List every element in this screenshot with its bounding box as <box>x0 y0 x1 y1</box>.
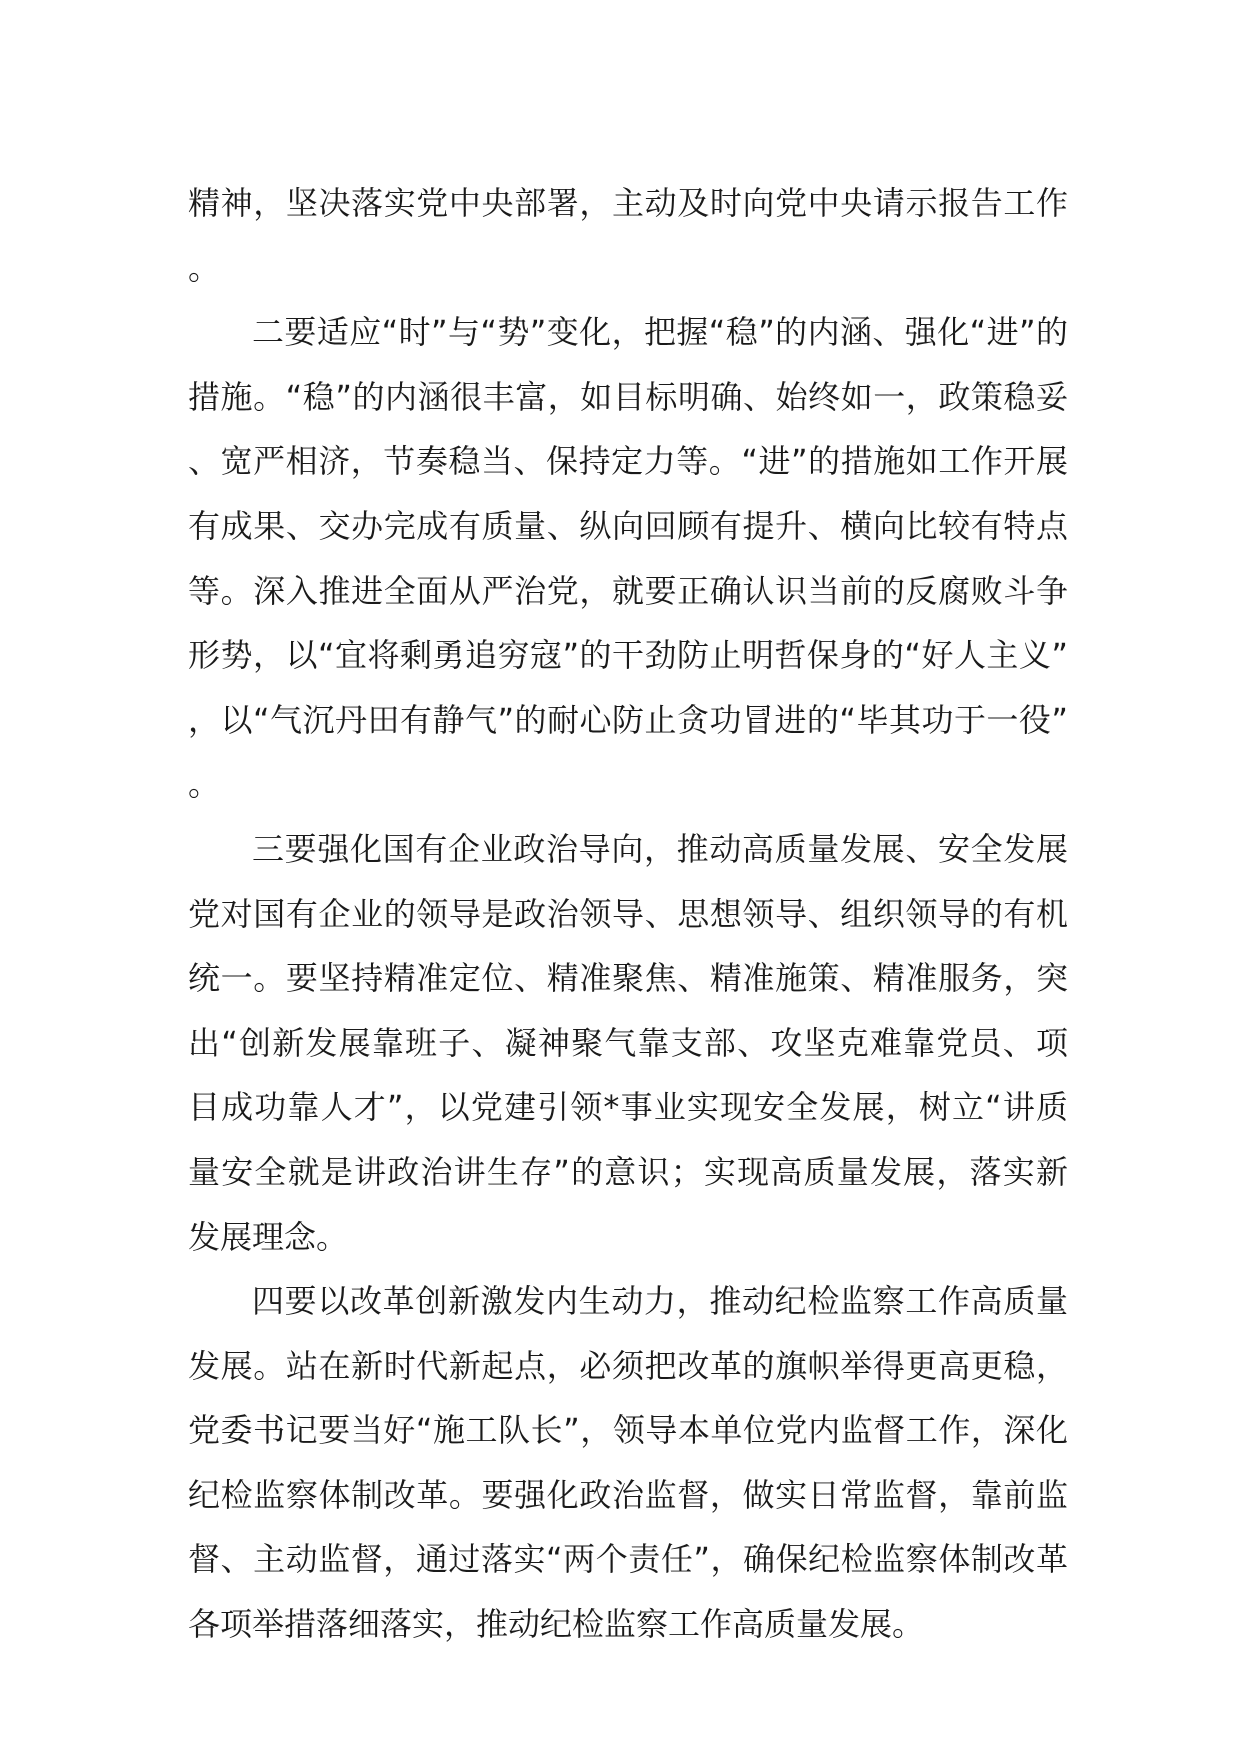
paragraph-point-four: 四要以改革创新激发内生动力，推动纪检监察工作高质量发展。站在新时代新起点，必须把改革的旗帜举得更高更稳，党委书记要当好“施工队长”，领导本单位党内监督工作，深化纪检监察体制改革。要强化政治监督，做实日常监督，靠前监督、主动监督，通过落实“两个责任”，确保纪检监察体制改革各项举措落细落实，推动纪检监察工作高质量发展。 <box>188 1282 1068 1644</box>
paragraph-point-two: 二要适应“时”与“势”变化，把握“稳”的内涵、强化“进”的措施。“稳”的内涵很丰富，如目标明确、始终如一，政策稳妥、宽严相济，节奏稳当、保持定力等。“进”的措施如工作开展有成果、交办完成有质量、纵向回顾有提升、横向比较有特点等。深入推进全面从严治党，就要正确认识当前的反腐败斗争形势，以“宜将剩勇追穷寇”的干劲防止明哲保身的“好人主义”，以“气沉丹田有静气”的耐心防止贪功冒进的“毕其功于一役”。 <box>188 313 1068 804</box>
paragraph-continuation: 精神，坚决落实党中央部署，主动及时向党中央请示报告工作。 <box>188 184 1068 287</box>
paragraph-point-three: 三要强化国有企业政治导向，推动高质量发展、安全发展党对国有企业的领导是政治领导、思想领导、组织领导的有机统一。要坚持精准定位、精准聚焦、精准施策、精准服务，突出“创新发展靠班子、凝神聚气靠支部、攻坚克难靠党员、项目成功靠人才”，以党建引领*事业实现安全发展，树立“讲质量安全就是讲政治讲生存”的意识；实现高质量发展，落实新发展理念。 <box>188 829 1068 1256</box>
document-body <box>188 171 1068 1657</box>
